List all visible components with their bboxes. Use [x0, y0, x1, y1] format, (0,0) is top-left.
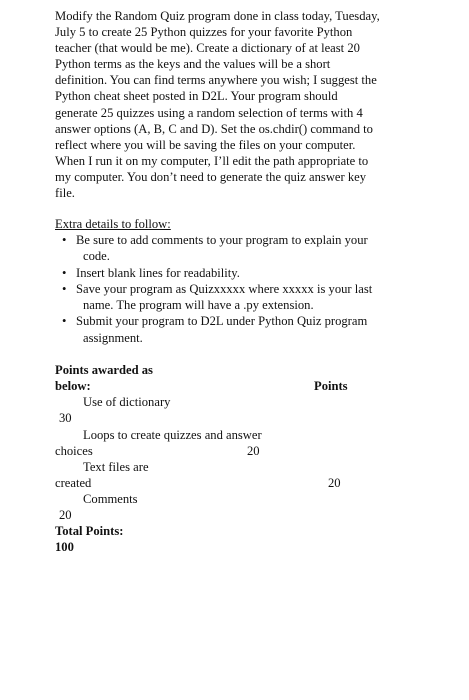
intro-line: my computer. You don’t need to generate the quiz answer key: [55, 169, 367, 184]
bullet-line: • Be sure to add comments to your program to explain your: [76, 233, 368, 247]
criterion-points: 20: [328, 476, 341, 490]
bullet-item: [62, 232, 422, 265]
intro-line: file.: [55, 186, 75, 201]
bullet-line: • Insert blank lines for readability.: [76, 265, 240, 280]
criterion-label: choices: [55, 444, 93, 458]
intro-line: Modify the Random Quiz program done in class today, Tuesday,: [55, 9, 380, 23]
bullet-line: assignment.: [83, 330, 143, 345]
assignment-description: [55, 8, 415, 201]
bullet-item: [62, 281, 422, 314]
criterion-label: Loops to create quizzes and answer: [83, 428, 262, 442]
criterion-label: Comments: [83, 492, 138, 506]
points-heading: below:: [55, 379, 91, 393]
bullet-line: name. The program will have a .py extension.: [83, 298, 314, 313]
points-heading: Points awarded as: [55, 363, 153, 377]
bullet-line: • Save your program as Quizxxxxx where xxxxx is your last: [76, 281, 373, 296]
intro-line: When I run it on my computer, I’ll edit the path appropriate to: [55, 153, 369, 168]
intro-line: definition. You can find terms anywhere you wish; I suggest the: [55, 73, 377, 88]
total-value: 100: [55, 540, 74, 554]
intro-line: Python terms as the keys and the values will be a short: [55, 57, 331, 72]
intro-line: teacher (that would be me). Create a dictionary of at least 20: [55, 41, 360, 56]
points-column-header: Points: [314, 379, 348, 393]
total-label: Total Points:: [55, 524, 124, 538]
criterion-points: 30: [59, 411, 72, 425]
intro-line: July 5 to create 25 Python quizzes for your favorite Python: [55, 25, 353, 40]
criterion-label: Use of dictionary: [83, 395, 171, 409]
bullet-line: • Submit your program to D2L under Python Quiz program: [76, 314, 368, 329]
intro-line: reflect where you will be saving the files on your computer.: [55, 137, 356, 152]
intro-line: answer options (A, B, C and D). Set the os.chdir() command to: [55, 121, 373, 136]
extra-details-list: [62, 232, 422, 346]
bullet-item: [62, 313, 422, 346]
extra-details-heading: Extra details to follow:: [55, 217, 171, 231]
intro-line: generate 25 quizzes using a random selection of terms with 4: [55, 105, 363, 120]
criterion-label: created: [55, 476, 92, 490]
criterion-points: 20: [247, 444, 260, 458]
bullet-item: [62, 265, 422, 281]
bullet-line: code.: [83, 249, 110, 264]
intro-line: Python cheat sheet posted in D2L. Your program should: [55, 89, 338, 104]
criterion-label: Text files are: [83, 460, 149, 474]
criterion-points: 20: [59, 508, 72, 522]
